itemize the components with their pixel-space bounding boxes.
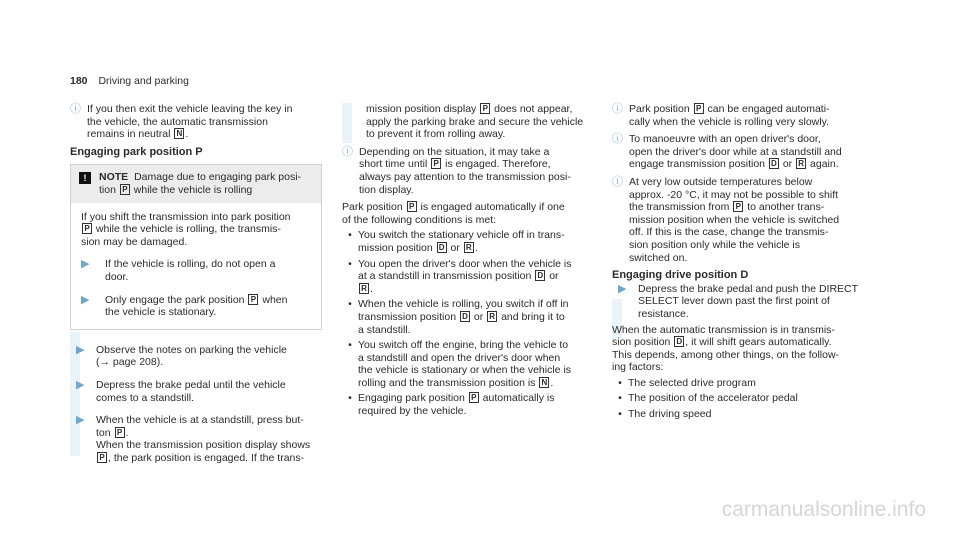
key-d: D [674, 336, 684, 347]
key-p: P [82, 223, 92, 234]
note-step-2: ▶ Only engage the park position P when the vehicle is stationary. [81, 293, 288, 319]
arrow-right-icon: ▶ [76, 378, 85, 391]
page-reference[interactable]: (→ page 208). [96, 356, 164, 369]
section-heading: Engaging park position P [70, 145, 203, 158]
step-observe: ▶ Observe the notes on parking the vehicle (→ page 208). [70, 344, 322, 369]
note-step-1: ▶ If the vehicle is rolling, do not open a door. [81, 258, 276, 283]
arrow-right-icon: ▶ [81, 258, 90, 271]
key-d: D [460, 311, 470, 322]
info-icon: ⓘ [612, 133, 623, 146]
column-2: mission position display P does not appear, apply the parking brake and secure the vehicle to prevent it from rolling away. ⓘ Depending on the situation, it may take a short time until P is engaged. Therefore, always pay attention to the transmission posi- tion display. Park position P is engaged automatically if one of the following conditions is met: • You switch the stationary vehicle off in trans- mission position D or R . • You open the driver's door when the vehicle is at a standstill in transmission position D or R . • When the vehicle is rolling, you switch if off in transmission position D or R and bring it to a standstill. • You switch off the engine, bring the vehicle to a standstill and open the driver's door when the vehicle is stationary or when the vehicle is rolling and the transmission position is N . • Engaging park position P automatically is required by the vehicle. [342, 103, 596, 418]
key-p: P [431, 158, 441, 169]
key-p: P [120, 184, 130, 195]
key-p: P [694, 103, 704, 114]
key-p: P [248, 294, 258, 305]
key-r: R [796, 158, 806, 169]
list-item: • You switch the stationary vehicle off in trans- mission position D or R . [348, 229, 565, 254]
key-r: R [487, 311, 497, 322]
list-item: • You open the driver's door when the vehicle is at a standstill in transmission position D or R . [348, 257, 572, 295]
note-label: NOTE [99, 171, 129, 184]
list-item: • When the vehicle is rolling, you switch if off in transmission position D or R and bring it to a standstill. [348, 298, 569, 336]
list-item: • You switch off the engine, bring the vehicle to a standstill and open the driver's door when the vehicle is stationary or when the vehicle is rolling and the transmission position is N . [348, 339, 572, 389]
key-d: D [535, 270, 545, 281]
tip-auto-park: ⓘ Park position P can be engaged automati- cally when the vehicle is rolling very slowly. [612, 103, 830, 128]
arrow-right-icon: ▶ [618, 282, 627, 295]
section-title: Driving and parking [98, 75, 189, 87]
info-icon: ⓘ [612, 175, 623, 188]
key-p: P [480, 103, 490, 114]
key-n: N [539, 377, 549, 388]
exclamation-icon: ! [79, 172, 91, 184]
arrow-right-icon: ▶ [81, 293, 90, 306]
tip-neutral: ⓘ If you then exit the vehicle leaving the key in the vehicle, the automatic transmission remains in neutral N . [70, 103, 293, 141]
key-r: R [359, 283, 369, 294]
key-p: P [733, 201, 743, 212]
tip-manoeuvre: ⓘ To manoeuvre with an open driver's door, open the driver's door while at a standstill and engage transmission position D or R again. [612, 133, 842, 171]
watermark: carmanualsonline.info [721, 498, 926, 521]
arrow-right-icon: ▶ [76, 414, 85, 427]
list-item: • Engaging park position P automatically is required by the vehicle. [348, 392, 555, 418]
info-icon: ⓘ [342, 145, 353, 158]
list-item: • The selected drive program [618, 376, 756, 389]
info-icon: ⓘ [612, 103, 623, 115]
section-heading: Engaging drive position D [612, 269, 749, 282]
note-box [70, 164, 322, 329]
key-p: P [115, 427, 125, 438]
info-icon: ⓘ [70, 103, 81, 115]
column-3: ⓘ Park position P can be engaged automati- cally when the vehicle is rolling very slowly. ⓘ To manoeuvre with an open driver's door, open the driver's door while at a standstill and engage transmission position D or R again. ⓘ At very low outside temperatures below approx. -20 °C, it may not be possible to shift the transmission from P to another trans- mission position when the vehicle is switched off. If this is the case, change the transmis- sion position only while the vehicle is switched on. Engaging drive position D ▶ Depress the brake pedal and push the DIRECT SELECT lever down past the first point of resistance. When the automatic transmission is in transmis- sion position D , it will shift gears automatically. This depends, among other things, on the follow- ing factors: • The selected drive program • The position of the accelerator pedal • The driving speed [612, 103, 872, 421]
step-depress-brake: ▶ Depress the brake pedal and push the DIRECT SELECT lever down past the first point of resistance. [612, 283, 872, 321]
key-d: D [769, 158, 779, 169]
key-p: P [469, 392, 479, 403]
tip-low-temperature: ⓘ At very low outside temperatures below approx. -20 °C, it may not be possible to shift the transmission from P to another trans- mission position when the vehicle is switched off. If this is the case, change the transmis- sion position only while the vehicle is switched on. [612, 175, 840, 264]
key-p: P [97, 452, 107, 463]
note-body: If you shift the transmission into park position P while the vehicle is rolling, the transmis- sion may be damaged. ▶ If the vehicle is rolling, do not open a door. ▶ Only engage the park position P when the vehicle is stationary. [71, 203, 321, 329]
tip-situation: ⓘ Depending on the situation, it may take a short time until P is engaged. Therefore, always pay attention to the transmission posi- tion display. [342, 145, 571, 196]
list-item: • The driving speed [618, 408, 712, 421]
page-number: 180 [70, 75, 88, 87]
step-press-button: ▶ When the vehicle is at a standstill, press but- ton P . When the transmission position display shows P , the park position is engaged. If the trans- [70, 414, 322, 464]
page-header [70, 75, 189, 87]
note-header: ! NOTE Damage due to engaging park posi- tion P while the vehicle is rolling [71, 165, 321, 202]
key-d: D [437, 242, 447, 253]
key-r: R [464, 242, 474, 253]
arrow-right-icon: ▶ [76, 343, 85, 356]
step-brake: ▶ Depress the brake pedal until the vehicle comes to a standstill. [70, 379, 322, 404]
key-n: N [174, 128, 184, 139]
list-item: • The position of the accelerator pedal [618, 392, 798, 405]
key-p: P [407, 201, 417, 212]
column-1 [70, 103, 322, 474]
